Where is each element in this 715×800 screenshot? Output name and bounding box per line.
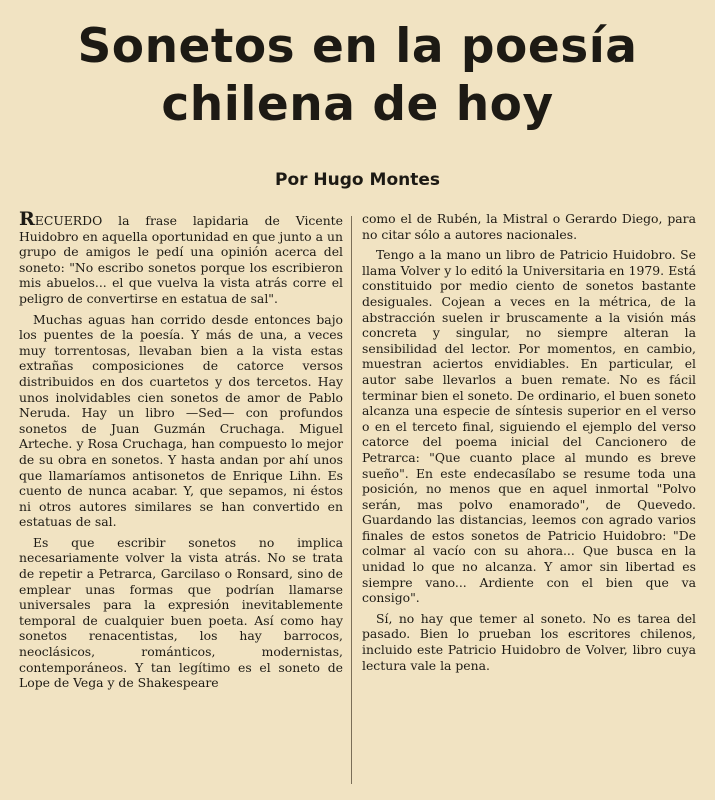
title-line-2: chilena de hoy [161, 77, 554, 132]
right-column [362, 211, 696, 673]
paragraph [19, 208, 343, 307]
drop-cap: R [19, 208, 35, 230]
left-column [19, 208, 343, 691]
paragraph: Tengo a la mano un libro de Patricio Huidobro. Se llama Volver y lo editó la Universitaria en 1979. Está constituido por medio ciento de sonetos bastante desiguales. Cojean a veces en la métrica, de la abstracción suelen ir bruscamente a la visión más concreta y singular, no siempre alteran la sensibilidad del lector. Por momentos, en cambio, muestran aciertos envidiables. En particular, el autor sabe llevarlos a buen remate. No es fácil terminar bien el soneto. De ordinario, el buen soneto alcanza una especie de síntesis superior en el verso o en el terceto final, siguiendo el ejemplo del verso catorce del poema inicial del Cancionero de Petrarca: "Que cuanto place al mundo es breve sueño". En este endecasílabo se resume toda una posición, no menos que en aquel inmortal "Polvo serán, mas polvo enamorado", de Quevedo. Guardando las distancias, leemos con agrado varios finales de estos sonetos de Patricio Huidobro: "De colmar al vacío con su ahora... Que busca en la unidad lo que no alcanza. Y amor sin libertad es siempre vano... Ardiente con el bien que va consigo". [362, 247, 696, 606]
paragraph: Sí, no hay que temer al soneto. No es tarea del pasado. Bien lo prueban los escritores chilenos, incluido este Patricio Huidobro de Volver, libro cuya lectura vale la pena. [362, 610, 696, 673]
article-byline: Por Hugo Montes [274, 170, 440, 190]
paragraph: como el de Rubén, la Mistral o Gerardo Diego, para no citar sólo a autores nacionales. [362, 211, 696, 242]
paragraph: Muchas aguas han corrido desde entonces bajo los puentes de la poesía. Y más de una, a veces muy torrentosas, llevaban bien a la vista estas extrañas composiciones de catorce versos distribuidos en dos cuartetos y dos tercetos. Hay unos inolvidables cien sonetos de amor de Pablo Neruda. Hay un libro —Sed— con profundos sonetos de Juan Guzmán Cruchaga. Miguel Arteche. y Rosa Cruchaga, han compuesto lo mejor de su obra en sonetos. Y hasta andan por ahí unos que llamaríamos antisonetos de Enrique Lihn. Es cuento de nunca acabar. Y, que sepamos, ni éstos ni otros autores similares se han convertido en estatuas de sal. [19, 311, 343, 530]
paragraph: Es que escribir sonetos no implica necesariamente volver la vista atrás. No se trata de repetir a Petrarca, Garcilaso o Ronsard, sino de emplear unas formas que podrían llamarse universales para la expresión inevitablemente temporal de cualquier buen poeta. Así como hay sonetos renacentistas, los hay barrocos, neoclásicos, románticos, modernistas, contemporáneos. Y tan legítimo es el soneto de Lope de Vega y de Shakespeare [19, 534, 343, 691]
article-title [0, 18, 715, 134]
column-divider [351, 216, 352, 784]
paragraph-text: ECUERDO la frase lapidaria de Vicente Huidobro en aquella oportunidad en que junto a un grupo de amigos le pedí una opinión acerca del soneto: "No escribo sonetos porque los escribieron mis abuelos... el que vuelva la vista atrás corre el peligro de convertirse en estatua de sal". [19, 213, 343, 306]
title-line-1: Sonetos en la poesía [77, 19, 638, 74]
